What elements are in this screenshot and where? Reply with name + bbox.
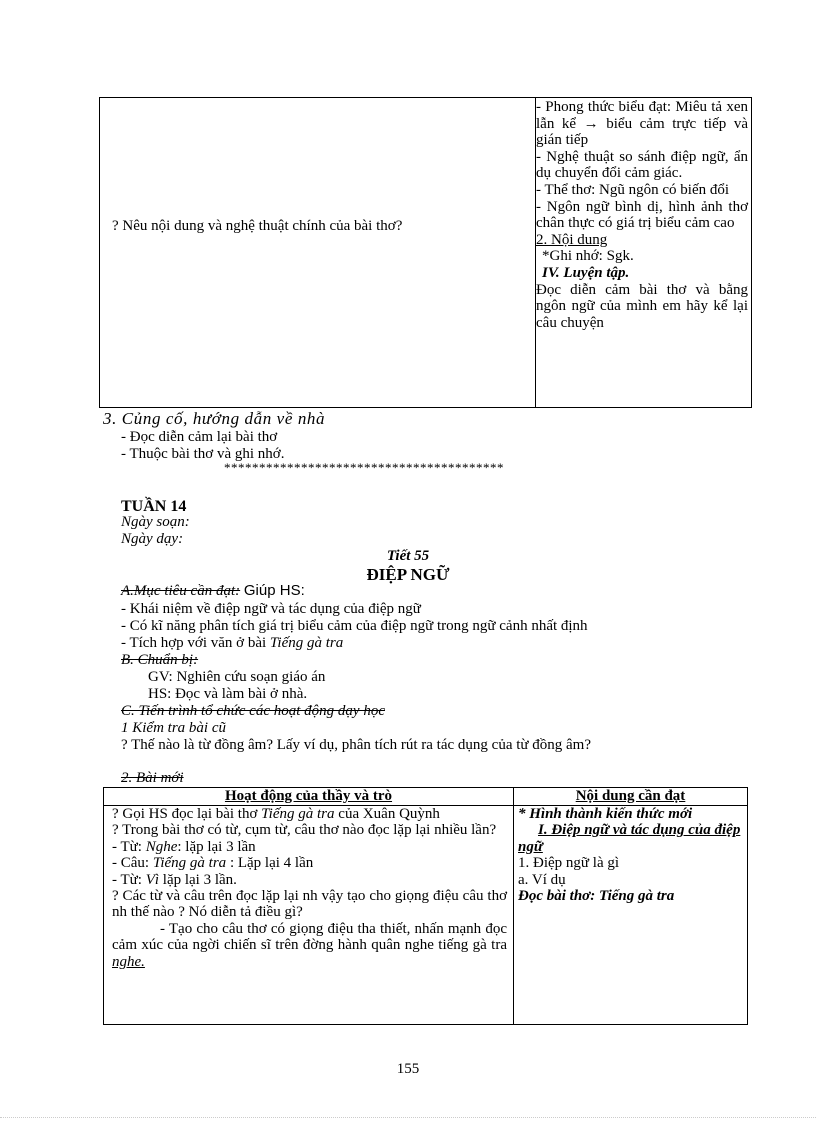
answer-line: - Thể thơ: Ngũ ngôn có biến đổi — [536, 181, 730, 198]
goals-tail: Giúp HS: — [243, 582, 305, 599]
content-line: * Hình thành kiến thức mới — [518, 806, 693, 822]
bottom-border — [0, 1117, 816, 1118]
content-line: a. Ví dụ — [518, 871, 566, 888]
question-text: ? Nêu nội dung và nghệ thuật chính của bài thơ? — [112, 218, 403, 234]
content-heading: I. Điệp ngữ và tác dụng của điệp ngữ — [518, 822, 741, 855]
practice-text: Đọc diễn cảm bài thơ và bằng ngôn ngữ của mình em hãy kể lại câu chuyện — [536, 281, 748, 331]
integration-prefix: - Tích hợp với văn ở bài — [121, 635, 270, 651]
repeated-word: nghe. — [112, 953, 145, 970]
practice-heading: IV. Luyện tập. — [542, 264, 630, 281]
content-line: Đọc bài thơ: Tiếng gà tra — [518, 888, 675, 905]
col-header-content: Nội dung cần đạt — [575, 788, 686, 804]
activity-line — [112, 855, 507, 871]
prep-hs: HS: Đọc và làm bài ở nhà. — [148, 686, 308, 702]
work-title: Tiếng gà tra — [261, 806, 335, 822]
activity-line — [112, 806, 507, 822]
goal-line: - Khái niệm về điệp ngữ và tác dụng của điệp ngữ — [121, 601, 421, 617]
goals-heading-row — [121, 583, 305, 599]
column-divider — [513, 788, 514, 1024]
content-column — [518, 806, 742, 904]
text-part: : Lặp lại 4 lần — [226, 855, 314, 872]
repeated-word: Nghe — [145, 838, 178, 855]
prep-date: Ngày soạn: — [121, 514, 190, 530]
integration-line — [121, 635, 343, 651]
consolidation-heading: 3. Củng cố, hướng dẫn về nhà — [103, 409, 326, 428]
text-part: ? Gọi HS đọc lại bài thơ — [112, 806, 262, 822]
activity-line: ? Trong bài thơ có từ, cụm từ, câu thơ nào đọc lặp lại nhiều lần? — [112, 822, 497, 839]
repeated-phrase: Tiếng gà tra — [152, 855, 227, 872]
prep-gv: GV: Nghiên cứu soạn giáo án — [148, 669, 326, 685]
process-heading: C. Tiến trình tổ chức các hoạt động dạy học — [121, 703, 385, 719]
goal-line: - Có kĩ năng phân tích giá trị biểu cảm của điệp ngữ trong ngữ cảnh nhất định — [121, 618, 588, 634]
activity-line — [112, 921, 507, 970]
answer-line: - Nghệ thuật so sánh điệp ngữ, ẩn dụ chuyển đổi cảm giác. — [536, 148, 748, 182]
answer-line: - Ngôn ngữ bình dị, hình ảnh thơ chân thực có giá trị biểu cảm cao — [536, 198, 748, 232]
answer-column — [536, 99, 748, 331]
integration-work: Tiếng gà tra — [269, 635, 344, 651]
page-number: 155 — [396, 1061, 420, 1077]
week-label: TUẦN 14 — [121, 498, 187, 515]
col-header-activities: Hoạt động của thầy và trò — [224, 788, 393, 804]
consolidation-item: - Đọc diễn cảm lại bài thơ — [121, 429, 278, 445]
prep-heading: B. Chuẩn bị: — [121, 652, 199, 668]
teach-date: Ngày dạy: — [121, 531, 184, 547]
content-heading: 2. Nội dung — [536, 231, 608, 248]
consolidation-item: - Thuộc bài thơ và ghi nhớ. — [121, 446, 285, 462]
activity-table — [103, 787, 748, 1025]
separator-stars: **************************************** — [224, 460, 504, 475]
text-part: : lặp lại 3 lần — [177, 838, 256, 855]
top-table — [99, 97, 752, 408]
activity-line: ? Các từ và câu trên đọc lặp lại nh vậy tạo cho giọng điệu câu thơ nh thế nào ? Nó diễn tả điều gì? — [112, 888, 507, 921]
period-label: Tiết 55 — [386, 548, 430, 564]
answer-line: - Phong thức biểu đạt: Miêu tả xen lẫn kể → biểu cảm trực tiếp và gián tiếp — [536, 99, 748, 149]
check-heading: 1 Kiểm tra bài cũ — [121, 720, 226, 736]
check-question: ? Thế nào là từ đồng âm? Lấy ví dụ, phân tích rút ra tác dụng của từ đồng âm? — [121, 737, 592, 753]
text-part: - Câu: — [112, 855, 153, 872]
repeated-word: Vì — [145, 871, 160, 888]
text-part: lặp lại 3 lần. — [159, 871, 237, 888]
lesson-title: ĐIỆP NGỮ — [366, 565, 450, 584]
activities-column — [112, 806, 507, 970]
text-part: - Từ: — [112, 871, 146, 888]
note-line: *Ghi nhớ: Sgk. — [542, 248, 634, 265]
activity-line — [112, 872, 507, 888]
content-line: 1. Điệp ngữ là gì — [518, 855, 620, 872]
goals-heading: A.Mục tiêu cần đạt: — [121, 583, 241, 599]
new-lesson-heading: 2. Bài mới — [121, 770, 184, 786]
text-part: của Xuân Quỳnh — [334, 806, 440, 822]
text-part: - Từ: — [112, 838, 146, 855]
text-part: - Tạo cho câu thơ có giọng điệu tha thiết, nhấn mạnh đọc cảm xúc của ngời chiến sĩ trên đờng hành quân nghe tiếng gà tra — [112, 920, 507, 954]
activity-line — [112, 839, 507, 855]
